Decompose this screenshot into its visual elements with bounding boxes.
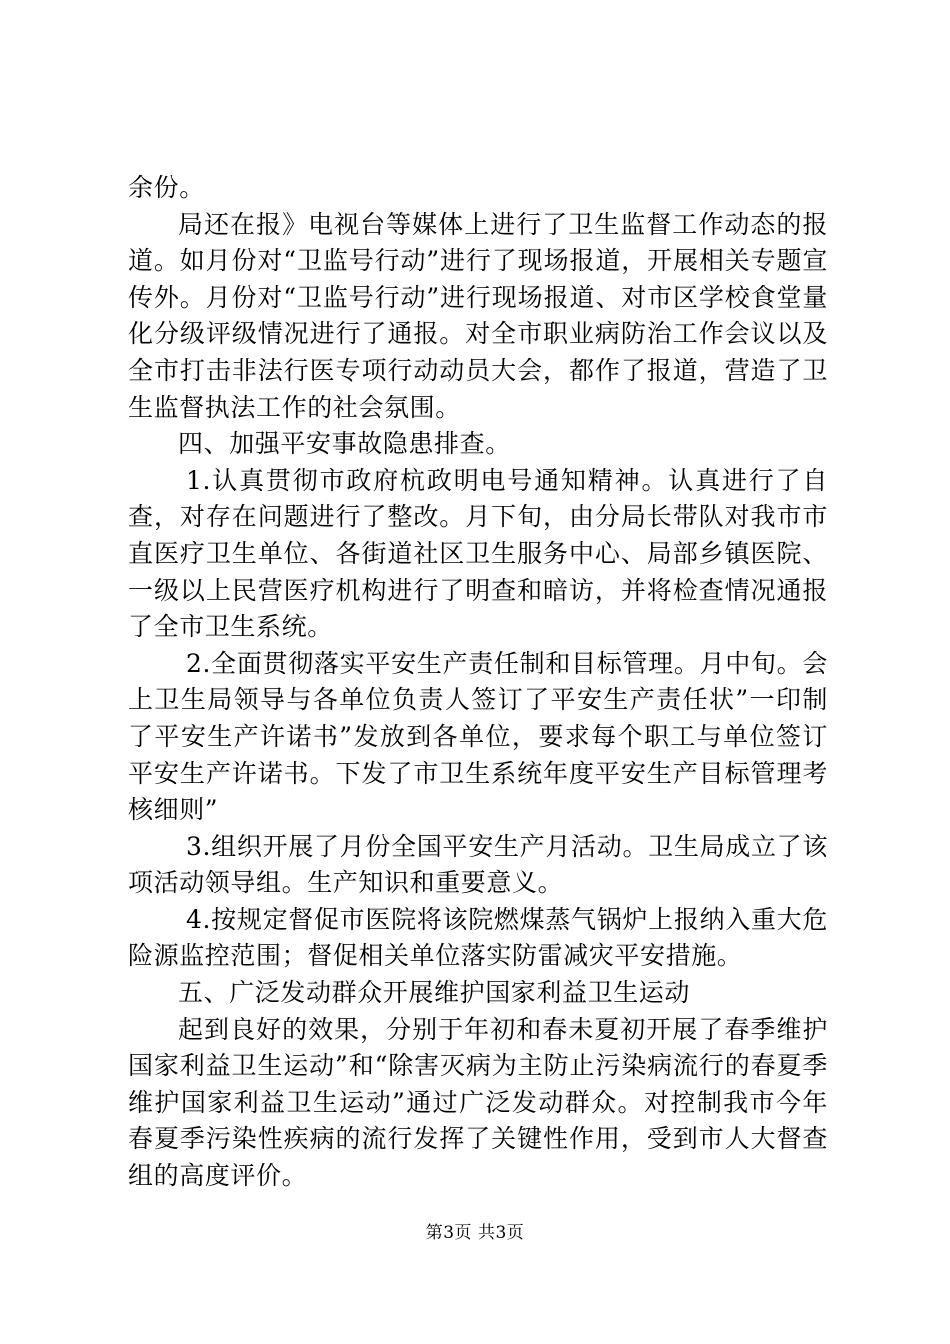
page-footer	[0, 1218, 950, 1243]
paragraph-campaign-results: 起到良好的效果，分别于年初和春未夏初开展了春季维护国家利益卫生运动”和“除害灭病为主防止污染病流行的春夏季维护国家利益卫生运动”通过广泛发动群众。对控制我市今年春夏季污染性疾病的流行发挥了关键性作用，受到市人大督查组的高度评价。	[128, 1014, 828, 1191]
page-number-label: 第3页 共3页	[425, 1223, 525, 1243]
list-item-3: 3.组织开展了月份全国平安生产月活动。卫生局成立了该项活动领导组。生产知识和重要意义。	[128, 831, 828, 898]
paragraph-media-coverage: 局还在报》电视台等媒体上进行了卫生监督工作动态的报道。如月份对“卫监号行动”进行了现场报道，开展相关专题宣传外。月份对“卫监号行动”进行现场报道、对市区学校食堂量化分级评级情况进行了通报。对全市职业病防治工作会议以及全市打击非法行医专项行动动员大会，都作了报道，营造了卫生监督执法工作的社会氛围。	[128, 209, 828, 422]
section-heading-health-campaign: 五、广泛发动群众开展维护国家利益卫生运动	[178, 978, 691, 1008]
list-item-1: 1.认真贯彻市政府杭政明电号通知精神。认真进行了自查，对存在问题进行了整改。月下旬，由分局长带队对我市市直医疗卫生单位、各街道社区卫生服务中心、局部乡镇医院、一级以上民营医疗机构进行了明查和暗访，并将检查情况通报了全市卫生系统。	[128, 465, 828, 642]
paragraph-continuation: 余份。	[128, 173, 205, 202]
list-item-4: 4.按规定督促市医院将该院燃煤蒸气锅炉上报纳入重大危险源监控范围；督促相关单位落实防雷减灾平安措施。	[128, 904, 828, 971]
document-body	[128, 170, 828, 1195]
section-heading-safety-inspection: 四、加强平安事故隐患排查。	[178, 429, 511, 459]
list-item-2: 2.全面贯彻落实平安生产责任制和目标管理。月中旬。会上卫生局领导与各单位负责人签订了平安生产责任状”一印制了平安生产许诺书”发放到各单位，要求每个职工与单位签订平安生产许诺书。下发了市卫生系统年度平安生产目标管理考核细则”	[128, 648, 828, 825]
